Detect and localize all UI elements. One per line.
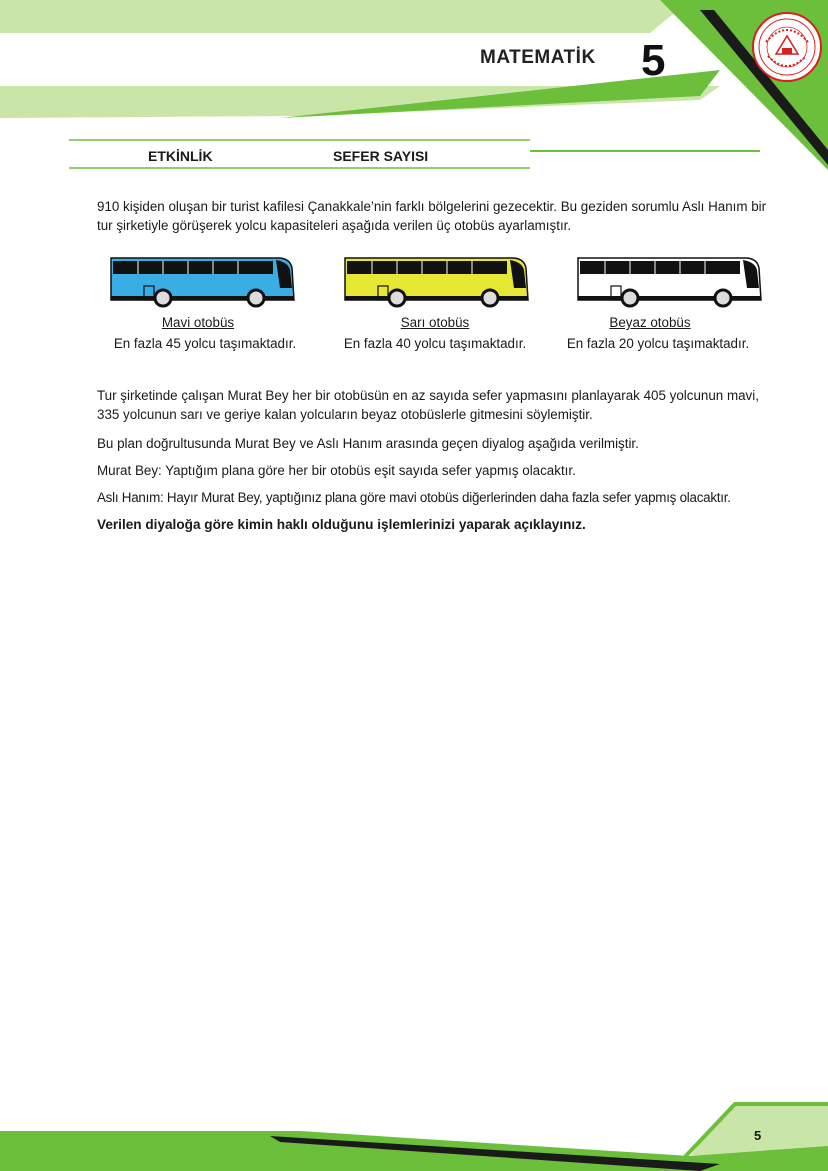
murat-bey-line: Murat Bey: Yaptığım plana göre her bir otobüs eşit sayıda sefer yapmış olacaktır. bbox=[97, 463, 576, 478]
intro-paragraph: 910 kişiden oluşan bir turist kafilesi Çanakkale’nin farklı bölgelerini gezecektir. Bu geziden sorumlu Aslı Hanım bir tur şirketiyle görüşerek yolcu kapasiteleri aşağıda verilen üç otobüs ayarlamıştır. bbox=[97, 199, 767, 233]
yellow-bus-image bbox=[342, 256, 532, 308]
page-number: 5 bbox=[754, 1128, 762, 1143]
white-bus-image bbox=[575, 256, 765, 308]
subject-title: MATEMATİK bbox=[480, 47, 596, 68]
header-top-band bbox=[0, 0, 690, 33]
white-bus-name: Beyaz otobüs bbox=[609, 315, 691, 330]
white-bus-capacity: En fazla 20 yolcu taşımaktadır. bbox=[566, 336, 750, 351]
yellow-bus-capacity: En fazla 40 yolcu taşımaktadır. bbox=[343, 336, 527, 351]
plan-paragraph: Tur şirketinde çalışan Murat Bey her bir otobüsün en az sayıda sefer yapmasını planlayarak 405 yolcunun mavi, 335 yolcunun sarı ve geriye kalan yolcuların beyaz otobüslerle gitmesini söylemiştir. bbox=[97, 388, 759, 422]
yellow-bus-name: Sarı otobüs bbox=[400, 315, 470, 330]
blue-bus-capacity: En fazla 45 yolcu taşımaktadır. bbox=[113, 336, 297, 351]
activity-title: SEFER SAYISI bbox=[333, 148, 429, 164]
footer-decoration bbox=[0, 1096, 828, 1171]
activity-label: ETKİNLİK bbox=[148, 148, 213, 164]
question-text: Verilen diyaloğa göre kimin haklı olduğunu işlemlerinizi yaparak açıklayınız. bbox=[97, 517, 586, 532]
dialog-intro-paragraph: Bu plan doğrultusunda Murat Bey ve Aslı Hanım arasında geçen diyalog aşağıda verilmiştir. bbox=[97, 436, 639, 451]
grade-number: 5 bbox=[641, 36, 666, 85]
blue-bus-name: Mavi otobüs bbox=[161, 315, 235, 330]
ministry-seal-icon bbox=[752, 12, 822, 82]
blue-bus-image bbox=[108, 256, 298, 308]
asli-hanim-line: Aslı Hanım: Hayır Murat Bey, yaptığınız plana göre mavi otobüs diğerlerinden daha fazla sefer yapmış olacaktır. bbox=[97, 490, 731, 505]
